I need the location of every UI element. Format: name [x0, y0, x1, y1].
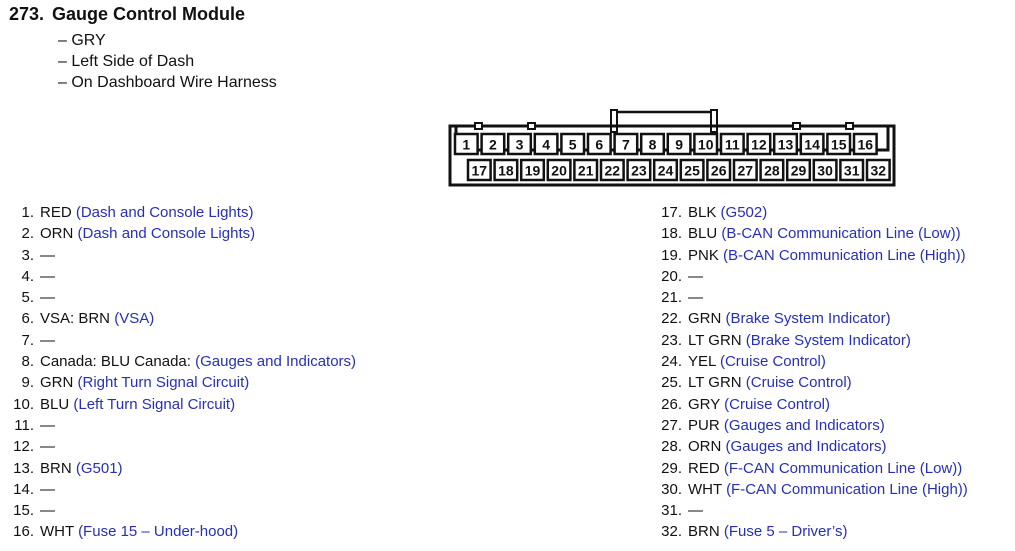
- pin-row: [654, 287, 968, 308]
- connector-cavity: [561, 134, 584, 154]
- wire-color: —: [688, 289, 703, 307]
- circuit-description: (Cruise Control): [724, 395, 830, 413]
- circuit-description: (Brake System Indicator): [745, 331, 911, 349]
- connector-cavity: [814, 160, 837, 180]
- circuit-description: (Dash and Console Lights): [75, 204, 254, 221]
- pin-number: 24.: [661, 353, 682, 371]
- pin-number: 14.: [13, 480, 34, 498]
- connector-cavity: [854, 134, 877, 154]
- pin-number: 26.: [661, 395, 682, 413]
- connector-bottom-row: [468, 160, 890, 180]
- pin-number: 10.: [13, 395, 34, 413]
- wire-color: GRN: [40, 374, 74, 392]
- pin-row: [0, 394, 356, 415]
- connector-cavity: [601, 160, 624, 180]
- circuit-description: (G502): [720, 204, 768, 221]
- wire-color: Canada: BLU Canada:: [40, 353, 191, 371]
- connector-cavity: [721, 134, 744, 154]
- wire-color: —: [40, 480, 55, 498]
- left-pin-list: [0, 202, 356, 543]
- wire-color: YEL: [688, 353, 716, 371]
- pin-row: [0, 351, 356, 372]
- circuit-description: (Cruise Control): [719, 353, 826, 371]
- pin-number: 17.: [661, 204, 682, 221]
- connector-cavity: [734, 160, 757, 180]
- cavity-number: 13: [777, 136, 794, 153]
- connector-cavity: [681, 160, 704, 180]
- cavity-number: 5: [568, 136, 577, 153]
- pin-number: 27.: [661, 416, 682, 434]
- pin-number: 1.: [21, 204, 34, 221]
- cavity-number: 25: [684, 162, 700, 179]
- pin-number: 4.: [21, 267, 34, 285]
- wire-color: PNK: [688, 246, 719, 264]
- connector-cavity: [668, 134, 691, 154]
- pin-row: [654, 394, 968, 415]
- pin-row: [0, 458, 356, 479]
- pin-number: 15.: [13, 502, 34, 520]
- circuit-description: (F-CAN Communication Line (High)): [726, 480, 968, 498]
- circuit-description: (Left Turn Signal Circuit): [73, 395, 236, 413]
- connector-cavity: [840, 160, 863, 180]
- pin-row: [654, 330, 968, 351]
- cavity-number: 6: [595, 136, 604, 153]
- wire-color: RED: [688, 459, 720, 477]
- pin-row: [654, 245, 968, 266]
- cavity-number: 4: [542, 136, 550, 153]
- connector-cavity: [615, 134, 638, 154]
- pin-row: [0, 330, 356, 351]
- circuit-description: (B-CAN Communication Line (Low)): [721, 225, 961, 243]
- pin-number: 32.: [661, 523, 682, 541]
- pin-number: 13.: [13, 459, 34, 477]
- pin-row: [0, 415, 356, 436]
- cavity-number: 10: [697, 136, 714, 153]
- right-pin-list: [654, 202, 968, 543]
- wire-color: ORN: [688, 438, 722, 456]
- connector-cavity: [761, 160, 784, 180]
- connector-cavity: [535, 134, 558, 154]
- wire-color: LT GRN: [688, 374, 742, 392]
- cavity-number: 19: [524, 162, 541, 179]
- connector-cavity: [495, 160, 518, 180]
- wire-color: —: [40, 502, 55, 520]
- connector-cavity: [801, 134, 824, 154]
- connector-cavity: [521, 160, 544, 180]
- wire-color: —: [688, 502, 703, 520]
- pin-row: [0, 500, 356, 521]
- cavity-number: 32: [870, 162, 887, 179]
- pin-row: [0, 479, 356, 500]
- wire-color: WHT: [40, 523, 74, 541]
- cavity-number: 27: [737, 162, 754, 179]
- cavity-number: 8: [648, 136, 657, 153]
- wire-color: VSA: BRN: [40, 310, 111, 328]
- pin-row: [0, 245, 356, 266]
- cavity-number: 14: [804, 136, 820, 153]
- wire-color: LT GRN: [688, 331, 742, 349]
- pin-number: 21.: [661, 289, 682, 307]
- pin-number: 29.: [661, 459, 682, 477]
- circuit-description: (Gauges and Indicators): [723, 416, 885, 434]
- circuit-description: (Fuse 5 – Driver’s): [723, 523, 848, 541]
- connector-cavity: [468, 160, 491, 180]
- pin-number: 25.: [661, 374, 682, 392]
- pin-number: 5.: [21, 289, 34, 307]
- connector-cavity: [628, 160, 651, 180]
- pin-row: [654, 202, 968, 223]
- pin-row: [654, 308, 968, 329]
- circuit-description: (VSA): [114, 310, 155, 328]
- wire-color: BLK: [688, 204, 717, 221]
- pin-row: [654, 372, 968, 393]
- wire-color: —: [40, 331, 55, 349]
- pin-number: 28.: [661, 438, 682, 456]
- circuit-description: (Cruise Control): [745, 374, 852, 392]
- wire-color: WHT: [688, 480, 722, 498]
- connector-cavity: [641, 134, 664, 154]
- wire-color: BLU: [688, 225, 718, 243]
- cavity-number: 26: [710, 162, 727, 179]
- wire-color: PUR: [688, 416, 720, 434]
- pin-row: [654, 458, 968, 479]
- pin-number: 30.: [661, 480, 682, 498]
- pin-row: [654, 223, 968, 244]
- pin-row: [0, 372, 356, 393]
- connector-cavity: [482, 134, 505, 154]
- module-harness: – On Dashboard Wire Harness: [58, 74, 277, 91]
- pin-row: [0, 521, 356, 542]
- cavity-number: 11: [724, 136, 740, 153]
- cavity-number: 18: [498, 162, 514, 179]
- pin-number: 22.: [661, 310, 682, 328]
- cavity-number: 12: [751, 136, 767, 153]
- wire-color: —: [40, 438, 55, 456]
- cavity-number: 7: [622, 136, 630, 153]
- pin-row: [654, 415, 968, 436]
- pin-row: [654, 521, 968, 542]
- cavity-number: 17: [471, 162, 488, 179]
- cavity-number: 28: [764, 162, 780, 179]
- circuit-description: (Fuse 15 – Under-hood): [78, 523, 239, 541]
- pin-row: [0, 436, 356, 457]
- module-location: – Left Side of Dash: [58, 53, 195, 70]
- cavity-number: 21: [577, 162, 594, 179]
- pin-number: 23.: [661, 331, 682, 349]
- pin-number: 19.: [661, 246, 682, 264]
- connector-cavity: [867, 160, 890, 180]
- pin-number: 2.: [21, 225, 34, 243]
- circuit-description: (B-CAN Communication Line (High)): [723, 246, 966, 264]
- circuit-description: (Gauges and Indicators): [725, 438, 887, 456]
- wire-color: GRY: [688, 395, 720, 413]
- pin-row: [654, 266, 968, 287]
- connector-cavity: [748, 134, 771, 154]
- wire-color: BRN: [40, 459, 72, 477]
- wire-color: —: [40, 289, 55, 307]
- connector-cavity: [588, 134, 611, 154]
- pin-row: [0, 202, 356, 223]
- connector-diagram: [448, 108, 898, 188]
- pin-number: 12.: [13, 438, 34, 456]
- module-color: – GRY: [58, 32, 106, 49]
- pin-row: [654, 351, 968, 372]
- pin-number: 7.: [21, 331, 34, 349]
- connector-cavity: [827, 134, 850, 154]
- connector-cavity: [548, 160, 571, 180]
- wire-color: —: [688, 267, 703, 285]
- wire-color: —: [40, 267, 55, 285]
- wire-color: BLU: [40, 395, 70, 413]
- wire-color: ORN: [40, 225, 74, 243]
- circuit-description: (F-CAN Communication Line (Low)): [723, 459, 963, 477]
- cavity-number: 3: [515, 136, 524, 153]
- pin-number: 9.: [21, 374, 34, 392]
- connector-cavity: [654, 160, 677, 180]
- module-title: [9, 4, 245, 25]
- module-number: 273.: [9, 4, 45, 24]
- connector-cavity: [574, 160, 597, 180]
- cavity-number: 22: [604, 162, 621, 179]
- wire-color: —: [40, 246, 55, 264]
- connector-cavity: [787, 160, 810, 180]
- connector-cavity: [774, 134, 797, 154]
- pin-row: [654, 436, 968, 457]
- cavity-number: 24: [657, 162, 674, 179]
- wire-color: BRN: [688, 523, 720, 541]
- pin-row: [0, 287, 356, 308]
- cavity-number: 20: [551, 162, 567, 179]
- circuit-description: (Right Turn Signal Circuit): [77, 374, 250, 392]
- cavity-number: 16: [857, 136, 874, 153]
- pin-number: 16.: [13, 523, 34, 541]
- connector-cavity: [707, 160, 730, 180]
- cavity-number: 23: [631, 162, 647, 179]
- cavity-number: 15: [830, 136, 847, 153]
- pin-row: [0, 223, 356, 244]
- pin-number: 31.: [661, 502, 682, 520]
- cavity-number: 1: [462, 136, 471, 153]
- connector-cavity: [694, 134, 717, 154]
- pin-number: 20.: [661, 267, 682, 285]
- connector-cavity: [508, 134, 531, 154]
- cavity-number: 2: [489, 136, 497, 153]
- wire-color: —: [40, 416, 55, 434]
- cavity-number: 9: [675, 136, 683, 153]
- connector-cavity: [455, 134, 478, 154]
- module-name: Gauge Control Module: [52, 4, 246, 24]
- circuit-description: (Gauges and Indicators): [195, 353, 357, 371]
- wire-color: RED: [40, 204, 72, 221]
- pin-row: [654, 500, 968, 521]
- circuit-description: (Dash and Console Lights): [77, 225, 256, 243]
- wire-color: GRN: [688, 310, 722, 328]
- pin-number: 3.: [21, 246, 34, 264]
- pin-row: [654, 479, 968, 500]
- pin-row: [0, 308, 356, 329]
- cavity-number: 31: [843, 162, 860, 179]
- pin-number: 11.: [14, 416, 34, 434]
- circuit-description: (Brake System Indicator): [725, 310, 891, 328]
- pin-number: 18.: [661, 225, 682, 243]
- pin-number: 8.: [21, 353, 34, 371]
- pin-number: 6.: [21, 310, 34, 328]
- cavity-number: 29: [790, 162, 807, 179]
- cavity-number: 30: [817, 162, 833, 179]
- pin-row: [0, 266, 356, 287]
- circuit-description: (G501): [75, 459, 123, 477]
